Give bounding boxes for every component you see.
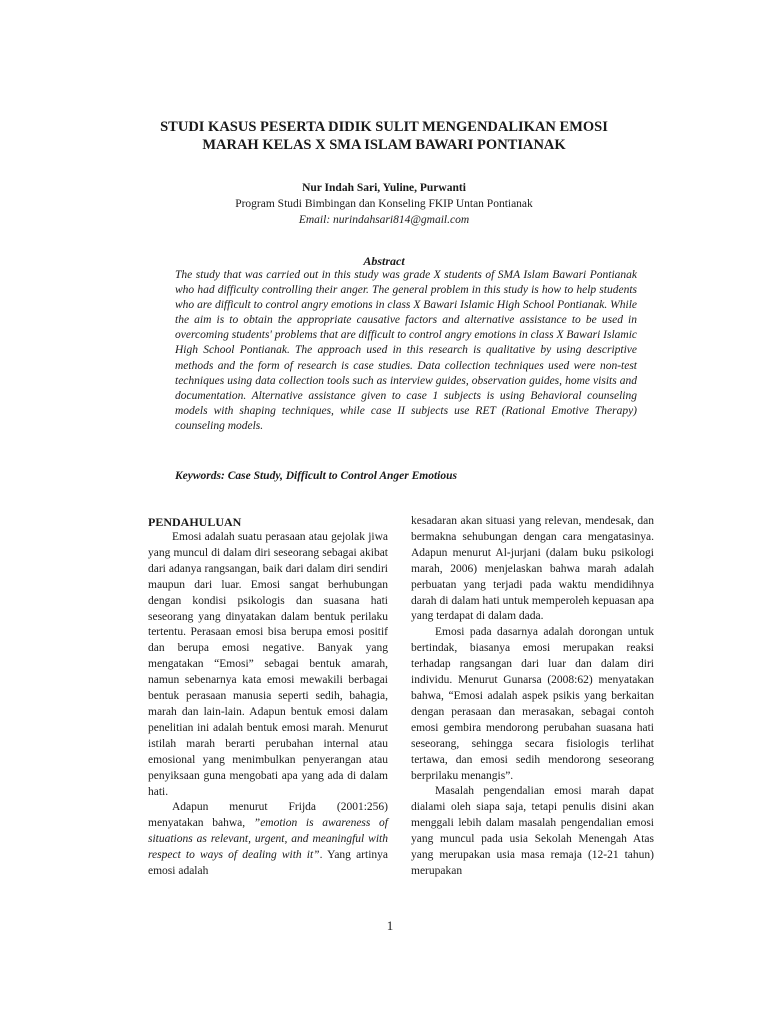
keywords: Keywords: Case Study, Difficult to Control Anger Emotious: [175, 470, 458, 482]
author-email: Email: nurindahsari814@gmail.com: [298, 214, 470, 226]
paragraph-text: . Yang artinya emosi adalah: [148, 849, 389, 878]
quote-text: ”emotion is awareness of situations as relevant, urgent, and meaningful with respect to ways of dealing with it”: [148, 817, 388, 862]
author-affiliation: Program Studi Bimbingan dan Konseling FKIP Untan Pontianak: [235, 198, 533, 210]
paragraph-text: Adapun menurut Frijda (2001:256) menyatakan bahwa,: [148, 801, 388, 830]
title-line-2: MARAH KELAS X SMA ISLAM BAWARI PONTIANAK: [202, 137, 566, 153]
title-line-1: STUDI KASUS PESERTA DIDIK SULIT MENGENDALIKAN EMOSI: [160, 119, 608, 135]
author-list: Nur Indah Sari, Yuline, Purwanti: [302, 182, 466, 194]
body-paragraph: kesadaran akan situasi yang relevan, mendesak, dan bermakna sehubungan dengan cara mengatasinya. Adapun menurut Al-jurjani (dalam buku psikologi marah, 2006) menjelaskan bahwa marah adalah perbuatan yang terjadi pada waktu mendidihnya darah di dalam hati untuk memperoleh kepuasan apa yang terdapat di dalam dada.: [411, 515, 654, 623]
body-paragraph: Emosi pada dasarnya adalah dorongan untuk bertindak, biasanya emosi merupakan reaksi terhadap rangsangan dari luar dan dalam diri individu. Menurut Gunarsa (2008:62) menyatakan bahwa, “Emosi adalah aspek psikis yang berkaitan dengan perasaan dan merasakan, sebagai contoh emosi gembira mendorong perubahan suasana hati seseorang, sehingga secara fisiologis terlihat tertawa, dan emosi sedih mendorong seseorang berprilaku menangis”.: [411, 626, 654, 782]
body-paragraph: Masalah pengendalian emosi marah dapat dialami oleh siapa saja, tetapi penulis disini akan menggali lebih dalam masalah pengendalian emosi yang muncul pada usia Sekolah Menengah Atas yang merupakan usia masa remaja (12-21 tahun) merupakan: [411, 785, 654, 877]
abstract-body: The study that was carried out in this study was grade X students of SMA Islam Bawari Pontianak who had difficulty controlling their anger. The general problem in this study is how to help students who are difficult to control angry emotions in class X Bawari Islamic High School Pontianak. While the aim is to obtain the appropriate causative factors and alternative assistance to be used in overcoming students' problems that are difficult to control angry emotions in class X Bawari Islamic High School Pontianak. The approach used in this research is qualitative by using descriptive methods and the form of research is case studies. Data collection techniques used were non-test techniques using data collection tools such as interview guides, observation guides, home visits and documentation. Alternative assistance given to case 1 subjects is using Behavioral counseling models with shaping techniques, while case II subjects use RET (Rational Emotive Therapy) counseling models.: [175, 269, 637, 432]
abstract-heading: Abstract: [363, 254, 405, 268]
left-column: [148, 514, 388, 880]
page-number: 1: [386, 918, 394, 933]
body-paragraph: [148, 800, 388, 880]
paper-title: [100, 118, 668, 154]
right-column: [411, 514, 654, 880]
section-heading: PENDAHULUAN: [148, 515, 242, 529]
body-paragraph: Emosi adalah suatu perasaan atau gejolak jiwa yang muncul di dalam diri seseorang sebagai akibat dari adanya rangsangan, baik dari dalam diri sendiri maupun dari luar. Emosi sangat berhubungan dengan kondisi psikologis dan suasana hati seseorang yang dinyatakan dalam bentuk perilaku tertentu. Perasaan emosi bisa berupa emosi positif dan berupa emosi negative. Banyak yang mengatakan “Emosi” sebagai bentuk amarah, namun sebenarnya kata emosi mewakili berbagai bentuk perasaan manusia seperti sedih, bahagia, marah dan lain-lain. Adapun bentuk emosi dalam penelitian ini adalah bentuk emosi marah. Menurut istilah marah berarti perubahan internal atau emosional yang menimbulkan penyerangan atau penyiksaan guna mengobati apa yang ada di dalam hati.: [148, 531, 388, 798]
